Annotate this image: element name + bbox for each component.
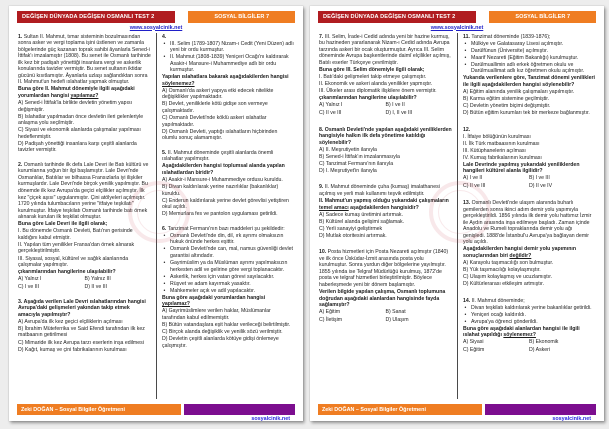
- answer-option: A) II. Meşrutiyetin ilanıyla: [319, 146, 377, 153]
- bullet-icon: •: [464, 47, 467, 54]
- answer-option: B) Divan kaldırılarak yerine nazırlıklar (bakanlıklar) kuruldu.: [162, 183, 279, 197]
- author-bar: Zeki DOĞAN – Sosyal Bilgiler Öğretmeni: [318, 404, 482, 415]
- question-stem: Lale Devrinde yapılmış yukarıdaki yeniliklerden hangileri kültürel alanla ilgilidir?: [463, 161, 580, 175]
- question-text: 6. Tanzimat Fermanı'nın bazı maddeleri şu şekildedir:: [162, 225, 285, 232]
- answer-option: B) I ve III: [529, 175, 550, 182]
- answer-option-row: [463, 347, 595, 354]
- question-8: [319, 127, 452, 175]
- test-title-bar: [17, 11, 175, 23]
- question-stem: Verilen bilgide yapılan çalışma, Osmanlı toplumuna doğrudan aşağıdaki alanlardan hangisinde fayda sağlamıştır?: [319, 289, 446, 309]
- answer-option: D) Bütün eğitim kurumları tek bir merkeze bağlanmıştır.: [463, 110, 590, 117]
- question-stem: çıkarımlarından hangilerine ulaşılabilir?: [18, 269, 116, 276]
- answer-option: C) Mimaride ilk kez Avrupa tarzı eserlerin inşa edilmesi: [18, 339, 144, 346]
- page-1-column-2: [156, 33, 295, 399]
- answer-option: A) Karayolu taşımacılığı son bulmuştur.: [463, 259, 554, 266]
- answer-option: D) Padişah yönettiği insanlara karşı çeşitli alanlarda tavizler vermiştir.: [18, 140, 137, 154]
- question-stem: 3. Aşağıda verilen Lale Devri ıslahatlarından hangisi Avrupa'daki gelişmeleri yakından takip etmek amacıyla yapılmıştır?: [18, 298, 146, 318]
- answer-option: B) Karma eğitim sistemine geçilmiştir.: [463, 95, 550, 102]
- question-number: 5.: [162, 149, 168, 156]
- question-text: 7. III. Selim, İrade-i Cedid adında yeni bir hazine kurmuş, bu hazineden yararlanarak Nizam-ı Cedid adında Avrupa tarzında askeri bir ocak oluşturmuştur. Ayrıca III. Selim döneminde Avrupa başkentlerinde daimî elçilikler açılmış, Batılı eserler Türkçeye çevrilmiştir.: [319, 33, 451, 66]
- question-9: [319, 184, 452, 239]
- bullet-item: • Divan teşkilatı kaldırılarak yerine bakanlıklar getirildi.: [464, 304, 592, 311]
- question-stem: Buna göre III. Selim dönemiyle ilgili olarak;: [319, 66, 425, 73]
- answer-option: C) II ve III: [463, 182, 486, 189]
- answer-option: A) Sadece kumaş üretimini artırmak.: [319, 211, 403, 218]
- roman-item: IV. Kumaş fabrikalarının kurulması: [463, 154, 542, 161]
- question-stem: çıkarımlarından hangilerine ulaşılabilir?: [319, 94, 417, 101]
- answer-option-row: [18, 284, 151, 291]
- page-1-question-area: [17, 33, 295, 399]
- page-2-column-1: [318, 33, 457, 399]
- bullet-icon: •: [163, 232, 166, 239]
- question-stem: II. Mahmut'un yapmış olduğu yukarıdaki çalışmaların temel amacı aşağıdakilerden hangisidir?: [319, 197, 449, 211]
- roman-item: I. İtfaiye bölüğünün kurulması: [463, 133, 531, 140]
- question-7: [319, 34, 452, 117]
- answer-option: B) Yük taşımacılığı kolaylaşmıştır.: [463, 266, 541, 273]
- answer-option: A) Siyasi: [463, 339, 484, 346]
- question-13: [463, 200, 595, 288]
- bullet-item: • Darülmuallimin adlı erkek öğretmen okulu ve Darülmuallimat adlı kız öğretmen okulu açılmıştır.: [464, 61, 585, 75]
- question-number: 11.: [463, 33, 472, 40]
- answer-option: C) İletişim: [319, 316, 343, 323]
- bullet-icon: •: [464, 61, 467, 68]
- answer-option: C) Enderun kaldırılarak yerine devlet görevlisi yetiştiren okul açıldı.: [162, 197, 289, 211]
- answer-option: B) Devlet, yeniliklerle kötü gidişe son vermeye çalışmaktadır.: [162, 101, 268, 115]
- bullet-icon: •: [464, 304, 467, 311]
- page-2-column-2: [457, 33, 596, 399]
- question-text: 1. Sultan II. Mahmut, tımar sisteminin bozulmasından sonra asker ve vergi toplama işini üstlenen ve zamanla bölgelerinde güç kazanan toprak sahibi âyanlarla Sened-i İttifak'ı imzalamıştır (1808). Bu senet ile Osmanlı tarihinde ilk kez bir padişah yönettiği insanlara vergi ve askerlik konularında tavizler vermiştir. Bu senet sultanın iktidar gücünü kısıtlamıştır. Âyanlarla uzlaşı sağlandıktan sonra II. Mahmut'un hedefi ıslahatlar yapmak olmuştur.: [18, 33, 151, 86]
- answer-option: A) Eğitim: [319, 309, 341, 316]
- roman-item: I. Bu dönemde Osmanlı Devleti, Batı'nın gerisinde kaldığını kabul etmiştir.: [18, 228, 133, 241]
- answer-option: D) II ve III: [84, 283, 107, 290]
- question-stem: Yukarıda verilenlere göre, Tanzimat dönemi yenilikleri ile ilgili aşağıdakilerden hangisi söylenebilir?: [463, 75, 595, 88]
- answer-option: C) Tanzimat Fermanı'nın ilanıyla: [319, 160, 394, 167]
- roman-item: III. Ülkeler arası diplomatik ilişkilere önem vermiştir.: [319, 87, 437, 94]
- question-stem: Aşağıdakilerden hangisi demir yolu yapımının sonuçlarından biri değildir?: [463, 246, 577, 259]
- question-text: 10. Posta hizmetleri için Posta Nezareti açılmıştır (1840) ve ilk önce Üsküdar-İzmit arasında posta yolu kurulmuştur. Sonra yurdun diğer bölgelerine yayılmıştır. 1855 yılında ise Telgraf Müdürlüğü kurulmuş, 1872'de posta ve telgraf hizmetleri birleştirilmiştir. Böylece haberleşmede yeni bir dönem başlamıştır.: [319, 249, 449, 288]
- answer-option: A) Avrupa'da ilk kez geçici elçiliklerin açılması: [18, 318, 123, 325]
- footer-site-link[interactable]: sosyalcinik.net: [251, 415, 290, 421]
- answer-option: C) Ulaşım kolaylaşmış ve ucuzlamıştır.: [463, 274, 553, 280]
- roman-item: II. Yapılan tüm yenilikler Fransa'dan örnek alınarak gerçekleştirilmiştir.: [18, 241, 135, 255]
- answer-option-row: [463, 175, 595, 182]
- bullet-item: • Rüşvet ve adam kayırmak yasaktır.: [163, 280, 251, 287]
- answer-option: B) Kültürel alanda gelişimi sağlamak.: [319, 218, 405, 225]
- footer-site-bar: [485, 404, 596, 421]
- question-1: [18, 34, 151, 154]
- answer-option-row: [319, 102, 452, 109]
- bullet-item: • Osmanlı Devleti'nde can, mal, namus güvenliği devlet garantisi altındadır.: [163, 246, 293, 259]
- bullet-icon: •: [163, 54, 166, 61]
- subject-bar: [489, 11, 596, 23]
- bullet-icon: •: [163, 287, 166, 294]
- answer-option: A) Eğitim alanında yenilik çalışmaları yapılmıştır.: [463, 88, 575, 95]
- answer-option: C) Birçok alanda değişiklik ve yenilik sözü verilmiştir.: [162, 328, 283, 335]
- question-text: 5. II. Mahmut döneminde çeşitli alanlarda önemli ıslahatlar yapılmıştır.: [162, 149, 274, 163]
- test-title-bar: [318, 11, 476, 23]
- question-text: 11. Tanzimat döneminde (1839-1876);: [463, 33, 551, 40]
- answer-option: D) Kağıt, kumaş ve çini fabrikalarının kurulması: [18, 346, 127, 353]
- answer-option: C) II ve III: [319, 109, 342, 116]
- footer-site-bar: [184, 404, 295, 421]
- answer-option: D) Memurlara fes ve pantolon uygulaması getirildi.: [162, 211, 278, 218]
- question-number: 6.: [162, 225, 168, 232]
- answer-option: C) I ve III: [18, 283, 40, 290]
- roman-item: II. Ekonomik ve askeri alanda yenilikler yapmıştır.: [319, 80, 433, 87]
- bullet-icon: •: [464, 54, 467, 61]
- answer-option: A) Sened-i İttifak'la birlikte devletin yönetim yapısı değişmiştir.: [18, 99, 133, 113]
- question-text: 14. II. Mahmut döneminde;: [463, 297, 525, 304]
- answer-option: C) Yerli sanayiyi geliştirmek: [319, 225, 383, 232]
- question-number: 8.: [319, 126, 325, 133]
- answer-option: B) Bütün vatandaşlara eşit haklar verileceği belirtilmiştir.: [162, 321, 291, 328]
- page-1-column-1: [17, 33, 156, 399]
- answer-option: C) Siyasi ve ekonomik alanlarda çalışmalar yapılması hedeflenmiştir.: [18, 127, 141, 140]
- question-stem: Buna göre aşağıdaki yorumlardan hangisi yapılamaz?: [162, 294, 266, 308]
- answer-option: B) Islahatlar yapılmadan önce devletin ileri gelenleriyle anlaşma yolu seçilmiştir.: [18, 113, 144, 127]
- question-stem: Buna göre Lale Devri ile ilgili olarak;: [18, 221, 108, 228]
- bullet-item: • Osmanlı Devleti'nde din, dil, ırk ayrımı olmaksızın hukuk önünde herkes eşittir.: [163, 232, 284, 246]
- question-2: [18, 162, 151, 291]
- question-12: [463, 127, 595, 190]
- answer-option-row: [463, 339, 595, 346]
- question-number: 12.: [463, 126, 471, 133]
- subject-title: SOSYAL BİLGİLER 7: [515, 14, 571, 20]
- question-stem: Aşağıdakilerden hangisi toplumsal alanda yapılan ıslahatlardan biridir?: [162, 163, 285, 176]
- bullet-item: • Avrupa'ya öğrenci gönderildi.: [464, 318, 538, 325]
- answer-option-row: [18, 276, 151, 283]
- page-2-question-area: [318, 33, 596, 399]
- page-1-header: [17, 11, 295, 23]
- answer-option: C) Osmanlı Devleti'nde köklü askeri ıslahatlar yapılmaktadır.: [162, 115, 267, 128]
- answer-option: D) Askeri: [529, 346, 551, 353]
- question-number: 13.: [463, 199, 472, 206]
- bullet-icon: •: [464, 311, 467, 318]
- answer-option: C) Devletin yönetim biçimi değişmiştir.: [463, 102, 551, 109]
- subject-bar: [188, 11, 295, 23]
- question-number: 9.: [319, 184, 325, 191]
- answer-option: D) I. Meşrutiyet'in ilanıyla: [319, 167, 377, 174]
- footer-site-link[interactable]: sosyalcinik.net: [552, 415, 591, 421]
- answer-option-row: [319, 110, 452, 117]
- answer-option: B) İbrahim Müteferrika ve Said Efendi tarafından ilk kez matbaanın getirilmesi: [18, 325, 145, 339]
- answer-option: A) Osmanlı'da askeri yapıya etki edecek nitelikte değişiklikler yapılmaktadır.: [162, 87, 274, 101]
- bullet-item: • Mahkemeler açık ve adil yapılacaktır.: [163, 287, 256, 294]
- bullet-item: • II. Mahmut (1808-1839) Yeniçeri Ocağı'nı kaldırarak Asakir-i Mansure-i Muhammediye adlı bir ordu kurmuştur.: [163, 54, 289, 74]
- answer-option: A) Asakir-i Mansure-i Muhammediye ordusu kuruldu.: [162, 176, 283, 183]
- bullet-item: • Maarif Nezareti (Eğitim Bakanlığı) kurulmuştur.: [464, 54, 579, 61]
- answer-option: D) I, II ve III: [385, 109, 413, 116]
- bullet-item: • III. Selim (1789-1807) Nizam-ı Cedit (Yeni Düzen) adlı yeni bir ordu kurmuştur.: [163, 40, 294, 54]
- roman-item: III. Kütüphanelerin açılması: [463, 147, 526, 154]
- bullet-icon: •: [163, 280, 166, 287]
- answer-option: D) Ulaşım: [385, 316, 409, 323]
- test-title: DEĞİŞEN DÜNYADA DEĞİŞEN OSMANLI TEST 2: [22, 14, 155, 20]
- bullet-item: • Mülkiye ve Galatasaray Lisesi açılmıştır.: [464, 40, 564, 47]
- answer-option: A) Yalnız I: [319, 101, 343, 108]
- answer-option-row: [319, 309, 452, 316]
- website-link[interactable]: www.sosyalcinik.net: [430, 24, 484, 31]
- question-5: [162, 150, 294, 218]
- question-3: [18, 299, 151, 353]
- answer-option: B) Yalnız III: [84, 276, 111, 283]
- author-bar: Zeki DOĞAN – Sosyal Bilgiler Öğretmeni: [17, 404, 181, 415]
- roman-item: II. İlk Türk matbaasının kurulması: [463, 140, 540, 147]
- answer-option: A) I ve II: [463, 175, 483, 182]
- bullet-icon: •: [464, 40, 467, 47]
- question-number: 7.: [319, 33, 325, 40]
- question-number: 1.: [18, 33, 24, 40]
- answer-option: A) Yalnız I: [18, 276, 42, 283]
- question-text: 13. Osmanlı Devleti'nde ulaşım alanında buharlı gemilerden sonra ikinci adım demir yolu yapımıyla gerçekleştirildi. 1856 yılında ilk demir yolu hattımız İzmir ile Aydın arasında inşa edilmeye başladı. Zaman içinde Anadolu ve Rumeli topraklarında demir yolu ağı genişledi. 1888'de İstanbul'u Avrupa'ya bağlayan demir yolu açıldı.: [463, 199, 592, 246]
- page-2: [310, 6, 604, 421]
- question-6: [162, 226, 294, 349]
- answer-option: D) Mutlak otoritesini artırmak.: [319, 232, 387, 239]
- answer-option: B) Ekonomik: [529, 339, 559, 346]
- test-title: DEĞİŞEN DÜNYADA DEĞİŞEN OSMANLI TEST 2: [323, 14, 456, 20]
- question-11: [463, 34, 595, 117]
- roman-item: I. Batı'daki gelişmeleri takip etmeye çalışmıştır.: [319, 73, 427, 80]
- question-10: [319, 249, 452, 324]
- page-2-footer: [318, 404, 596, 421]
- page-1-footer: [17, 404, 295, 421]
- question-number: 2.: [18, 161, 24, 168]
- bullet-icon: •: [163, 40, 166, 47]
- answer-option: D) Osmanlı Devleti, yaptığı ıslahatların hiçbirinden olumlu sonuç alamamıştır.: [162, 128, 278, 142]
- question-text: 2. Osmanlı tarihinde ilk defa Lale Devri ile Batı kültürü ve kurumlarına yoğun bir ilgi başlamıştır. Lale Devri'nde Osmanlılar, Batılılar ve bilhassa Fransızlarla iyi ilişkiler kurmuşlardır. Lale Devri'nde birçok yenilik yapılmıştır. Bu dönemde ilk kez Avrupa'da geçici elçilikler açılmıştır. İlk kez "çiçek aşısı" uygulanmıştır. Çini atölyeleri açılmıştır. 1720 yılında tulumbacıların yerine "itfaiye teşkilatı" kurulmuştur. İtfaiye teşkilatı Osmanlı tarihinde batı örnek alınarak kurulan ilk teşkilat olmuştur.: [18, 161, 149, 221]
- question-number: 3.: [18, 298, 24, 305]
- bullet-icon: •: [163, 259, 166, 266]
- bullet-icon: •: [163, 246, 166, 253]
- answer-option: C) Eğitim: [463, 346, 485, 353]
- question-4: [162, 34, 294, 142]
- roman-item: III. Siyasal, sosyal, kültürel ve sağlık alanlarında çalışmalar yapılmıştır.: [18, 255, 129, 269]
- answer-option: B) Sanat: [385, 309, 406, 316]
- page-1: [9, 6, 303, 421]
- question-number: 4.: [162, 33, 167, 40]
- bullet-icon: •: [163, 273, 166, 280]
- question-text: 9. II. Mahmut döneminde çuha (kumaş) imalathanesi açılmış ve yerli malı kullanımı teşvik edilmiştir.: [319, 184, 440, 197]
- page-2-header: [318, 11, 596, 23]
- website-link[interactable]: www.sosyalcinik.net: [129, 24, 183, 31]
- answer-option: B) Sened-i İttifak'ın imzalanmasıyla: [319, 153, 400, 160]
- bullet-item: • Yeniçeri ocağı kaldırıldı.: [464, 311, 526, 318]
- answer-option: D) Devletin çeşitli alanlarda kötüye gidişi önlemeye çalışmıştır.: [162, 335, 279, 349]
- answer-option: A) Gayrimüslimlere verilen haklar, Müslümanlar tarafından kabul edilmemiştir.: [162, 308, 271, 321]
- answer-option: B) I ve II: [385, 101, 405, 108]
- answer-option: D) Kültürlerarası etkileşim artmıştır.: [463, 281, 544, 288]
- question-stem: Yapılan ıslahatlara bakarak aşağıdakilerden hangisi söylenemez?: [162, 74, 289, 87]
- bullet-icon: •: [464, 318, 467, 325]
- question-stem: Buna göre II. Mahmut dönemiyle ilgili aşağıdaki yorumlardan hangisi yapılamaz?: [18, 86, 135, 99]
- question-14: [463, 298, 595, 354]
- answer-option-row: [319, 317, 452, 324]
- answer-option-row: [463, 183, 595, 190]
- subject-title: SOSYAL BİLGİLER 7: [214, 14, 270, 20]
- bullet-item: • Darülfünun (Üniversite) açılmıştır.: [464, 47, 548, 54]
- question-number: 14.: [463, 297, 472, 304]
- bullet-item: • Gayrimüslim ya da Müslüman ayrımı yapılmaksızın herkesten adil ve gelirine göre vergi toplanacaktır.: [163, 259, 288, 273]
- question-stem: Buna göre aşağıdaki alanlardan hangisi ile ilgili ıslahat yapıldığı söylenemez?: [463, 325, 580, 339]
- answer-option: D) II ve IV: [529, 182, 553, 189]
- question-number: 10.: [319, 249, 328, 256]
- bullet-item: • Askerlik, herkes için vatan görevi sayılacaktır.: [163, 273, 275, 280]
- question-stem: 8. Osmanlı Devleti'nde yapılan aşağıdaki yeniliklerden hangisiyle halkın ilk defa yönetime katıldığı söylenebilir?: [319, 126, 452, 146]
